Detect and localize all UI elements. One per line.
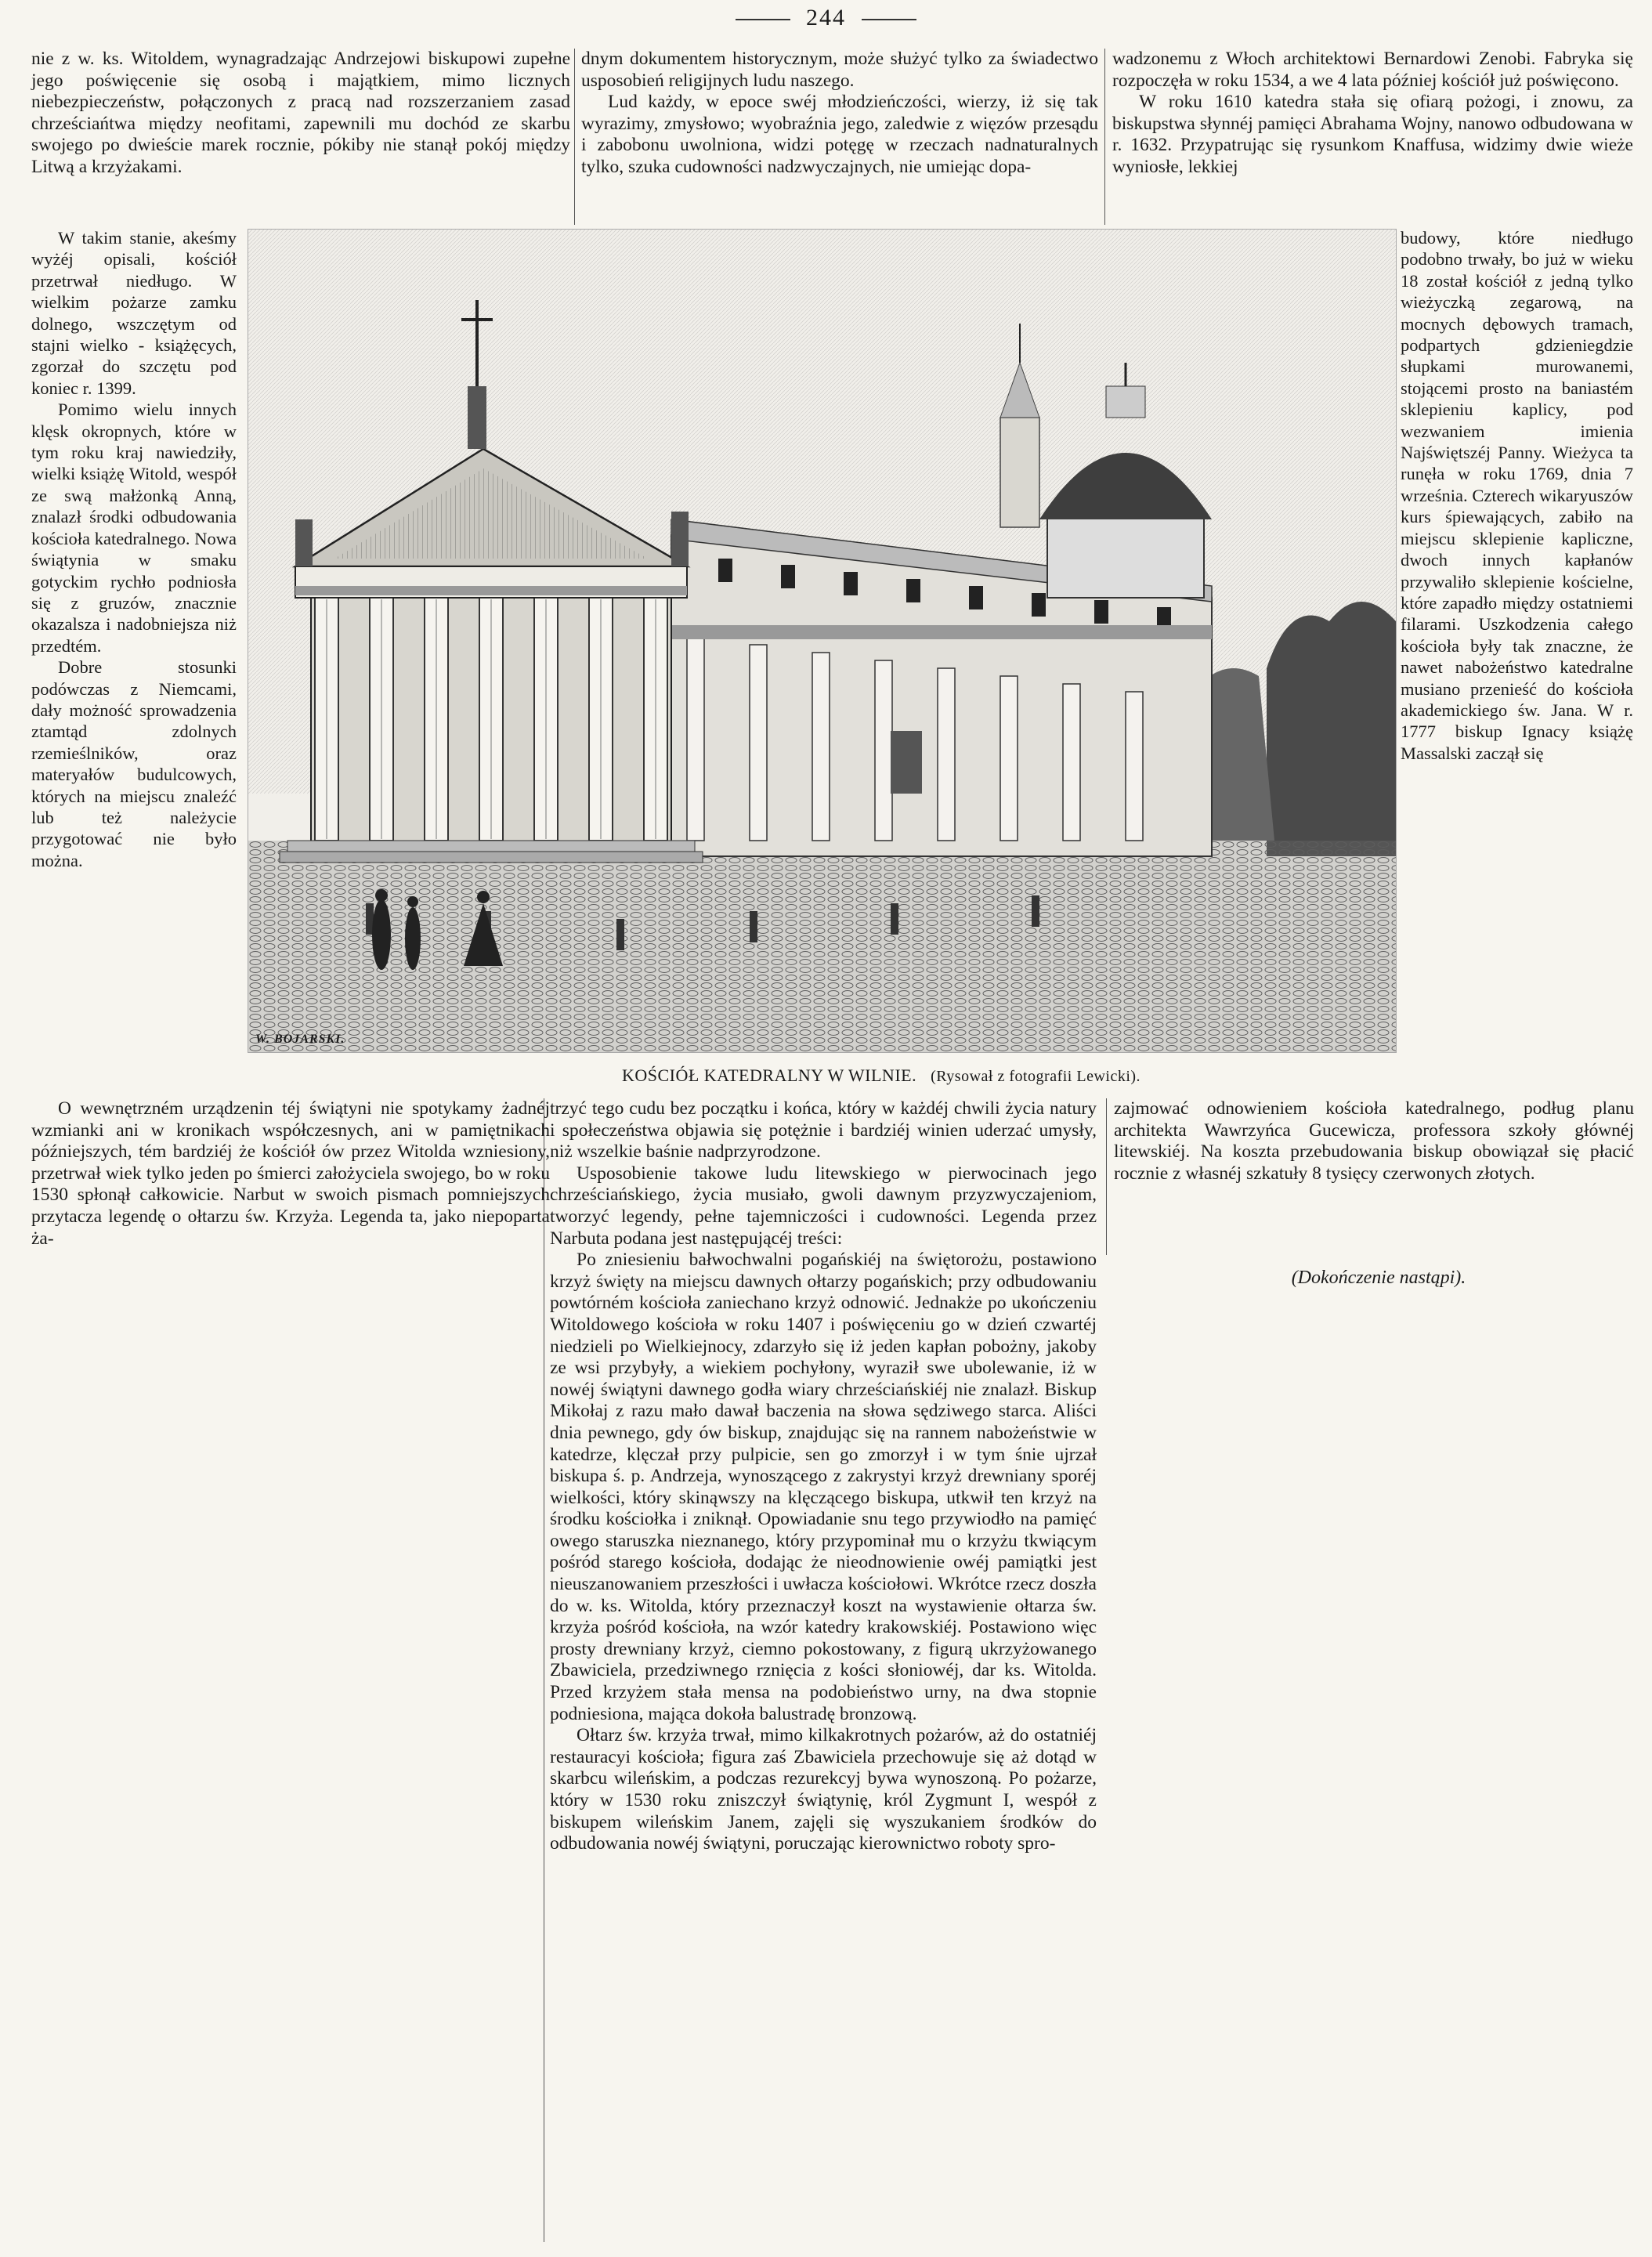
column-3-top [1112,49,1633,179]
column-divider [1106,1098,1107,1255]
right-narrow-column [1401,227,1633,764]
paragraph: wadzonemu z Włoch architektowi Bernardowi Zenobi. Fabryka się rozpoczęła w roku 1534, a we 4 lata później kościół już poświęcono. [1112,49,1633,91]
column-divider [574,49,575,225]
left-narrow-column [31,227,237,871]
engraver-signature: W. BOJARSKI. [255,1033,345,1046]
paragraph: W roku 1610 katedra stała się ofiarą pożogi, i znowu, za biskupstwa słynnéj pamięci Abrahama Wojny, nanowo odbudowana w r. 1632. Przypatrując się rysunkom Knaffusa, widzimy dwie wieże wyniosłe, lekkiej [1112,92,1633,177]
paragraph: Ołtarz św. krzyża trwał, mimo kilkakrotnych pożarów, aż do ostatniéj restauracyi kościoła; figura zaś Zbawiciela przechowuje się aż dotąd w skarbcu wileńskim, a podczas rezurekcyj bywa wynoszoną. Po pożarze, który w 1530 roku zniszczył świątynię, król Zygmunt I, wespół z biskupem wileńskim Janem, zajęli się wyszukaniem środków do odbudowania nowéj świątyni, poruczając kierownictwo roboty spro- [550,1725,1097,1854]
paragraph: O wewnętrzném urządzenin téj świątyni nie spotykamy żadnéj wzmianki ani w kronikach współczesnych, ani w pamiętnikach późniejszych, tém bardziéj że kościół ów przez Witolda wzniesiony, przetrwał wiek tylko jeden po śmierci założyciela swojego, bo w roku 1530 spłonął całkowicie. Narbut w swoich pismach pomniejszych przytacza legendę o ołtarzu św. Krzyża. Legenda ta, jako niepoparta ża- [31,1098,550,1249]
column-divider [1104,49,1105,225]
continuation-note: (Dokończenie nastąpi). [1291,1268,1466,1288]
column-1-bottom [31,1098,550,1250]
page-number: 244 [0,5,1652,31]
paragraph: Pomimo wielu innych klęsk okropnych, które w tym roku kraj nawiedziły, wielki książę Witold, wespół ze swą małżonką Anną, znalazł środki odbudowania kościoła katedralnego. Nowa świątynia w smaku gotyckim rychło podniosła się z gruzów, znacznie okazalsza i nadobniejsza niż przedtém. [31,400,237,656]
paragraph: Dobre stosunki podówczas z Niemcami, dały możność sprowadzenia ztamtąd zdolnych rzemieślników, oraz materyałów budulcowych, których na miejscu znaleźć lub też należycie przygotować nie było można. [31,657,237,870]
column-2-bottom [550,1098,1097,1855]
illustration-caption [470,1065,1292,1086]
cathedral-engraving [248,229,1397,1053]
paragraph: Lud każdy, w epoce swéj młodzieńczości, wierzy, iż się tak wyrazimy, zmysłowo; wyobraźnia jego, zaledwie z więzów przesądu i zabobonu uwolniona, widzi potęgę w rzeczach nadnaturalnych tylko, szuka cudowności nadzwyczajnych, nie umiejąc dopa- [581,92,1098,177]
caption-title: KOŚCIÓŁ KATEDRALNY W WILNIE. [621,1065,917,1085]
caption-credit: (Rysował z fotografii Lewicki). [931,1068,1141,1085]
column-2-top [581,49,1098,179]
paragraph: budowy, które niedługo podobno trwały, bo już w wieku 18 został kościół z jedną tylko wieżyczką zegarową, na mocnych dębowych tramach, podpartych gdzieniegdzie słupkami murowanemi, stojącemi prosto na baniastém sklepieniu kaplicy, pod wezwaniem imienia Najświętszéj Panny. Wieżyca ta runęła w roku 1769, dnia 7 września. Czterech wikaryuszów kurs śpiewających, zabiło na miejscu sklepienie kapliczne, dwoch innych kapłanów przywaliło sklepienie kościelne, które zapadło między ostatniemi filarami. Uszkodzenia całego kościoła były tak znaczne, że nawet nabożeństwo katedralne musiano przenieść do kościoła akademickiego św. Jana. W r. 1777 biskup Ignacy książę Massalski zaczął się [1401,228,1633,763]
paragraph: trzyć tego cudu bez początku i końca, który w każdéj chwili życia natury i społeczeństwa objawia się potężnie i bardziéj winien uderzać umysły, niż wszelkie baśnie nadprzyrodzone. [550,1098,1097,1163]
paragraph: Po zniesieniu bałwochwalni pogańskiéj na świętorożu, postawiono krzyż święty na miejscu dawnych ołtarzy pogańskich; przy odbudowaniu powtórném kościoła zaniechano krzyż odnowić. Jednakże po ukończeniu Witoldowego kościoła w roku 1407 i poświęceniu go w dzień czwartéj niedzieli po Wielkiejnocy, zdarzyło się iż jeden kapłan pobożny, jakoby ze wsi przybyły, a wiekiem pochyłony, wyraził swe ubolewanie, iż w nowéj świątyni dawnego godła wiary chrześciańskiéj nie znalazł. Biskup Mikołaj z razu mało dawał baczenia na słowa sędziwego starca. Aliści dnia pewnego, gdy ów biskup, znajdując się na rannem nabożeństwie w katedrze, klęczał przy pulpicie, sen go zmorzył i w tym śnie ujrzał biskupa ś. p. Andrzeja, wynoszącego z zakrystyi krzyż drewniany sporéj wielkości, który skinąwszy na klęczącego biskupa, utkwił ten krzyż na środku kościołka i zniknął. Opowiadanie snu tego przywiodło na pamięć owego staruszka nieznanego, który przypominał mu o krzyżu tkwiącym pośród starego kościoła, dodając że nieodnowienie owéj pamiątki jest nieuszanowaniem przeszłości i uwłaczа kościołowi. Wkrótce rzecz doszła do w. ks. Witolda, który przeznaczył koszt na wystawienie ołtarza św. krzyża pośród kościoła, na wzór katedry krakowskiéj. Postawiono więc prosty drewniany krzyż, ciemno pokostowany, z figurą ukrzyżowanego Zbawiciela, przedziwnego rznięcia z kości słoniowéj, dar ks. Witolda. Przed krzyżem stała mensa na podobieństwo urny, na dwa stopnie podniesiona, mająca dokoła balustradę bronzową. [550,1250,1097,1724]
paragraph: dnym dokumentem historycznym, może służyć tylko za świadectwo usposobień religijnych ludu naszego. [581,49,1098,91]
paragraph: Usposobienie takowe ludu litewskiego w pierwocinach jego chrześciańskiego, życia musiało, gwoli dawnym przyzwyczajeniom, tworzyć legendy, pełne tajemniczości i cudowności. Legenda przez Narbuta podana jest następującéj treści: [550,1163,1097,1249]
paragraph: nie z w. ks. Witoldem, wynagradzając Andrzejowi biskupowi zupełne jego poświęcenie się osobą i majątkiem, mimo licznych niebezpieczeństw, połączonych z pracą nad rozszerzaniem zasad chrześciańtwa między neofitami, zapewnili mu dochód ze skarbu swojego po dwieście marek rocznie, pókiby nie stanął pokój między Litwą a krzyżakami. [31,49,570,177]
column-3-bottom [1114,1098,1634,1185]
paragraph: W takim stanie, akeśmy wyżéj opisali, kościół przetrwał niedługo. W wielkim pożarze zamku dolnego, wszczętym od stajni wielko - książęcych, zgorzał do szczętu pod koniec r. 1399. [31,228,237,398]
paragraph: zajmować odnowieniem kościoła katedralnego, podług planu architekta Wawrzyńca Gucewicza, professora szkoły głównéj litewskiéj. Na koszta przebudowania biskup obowiązał się płacić rocznie z własnéj szkatuły 8 tysięcy czerwonych złotych. [1114,1098,1634,1184]
column-1-top [31,49,570,179]
